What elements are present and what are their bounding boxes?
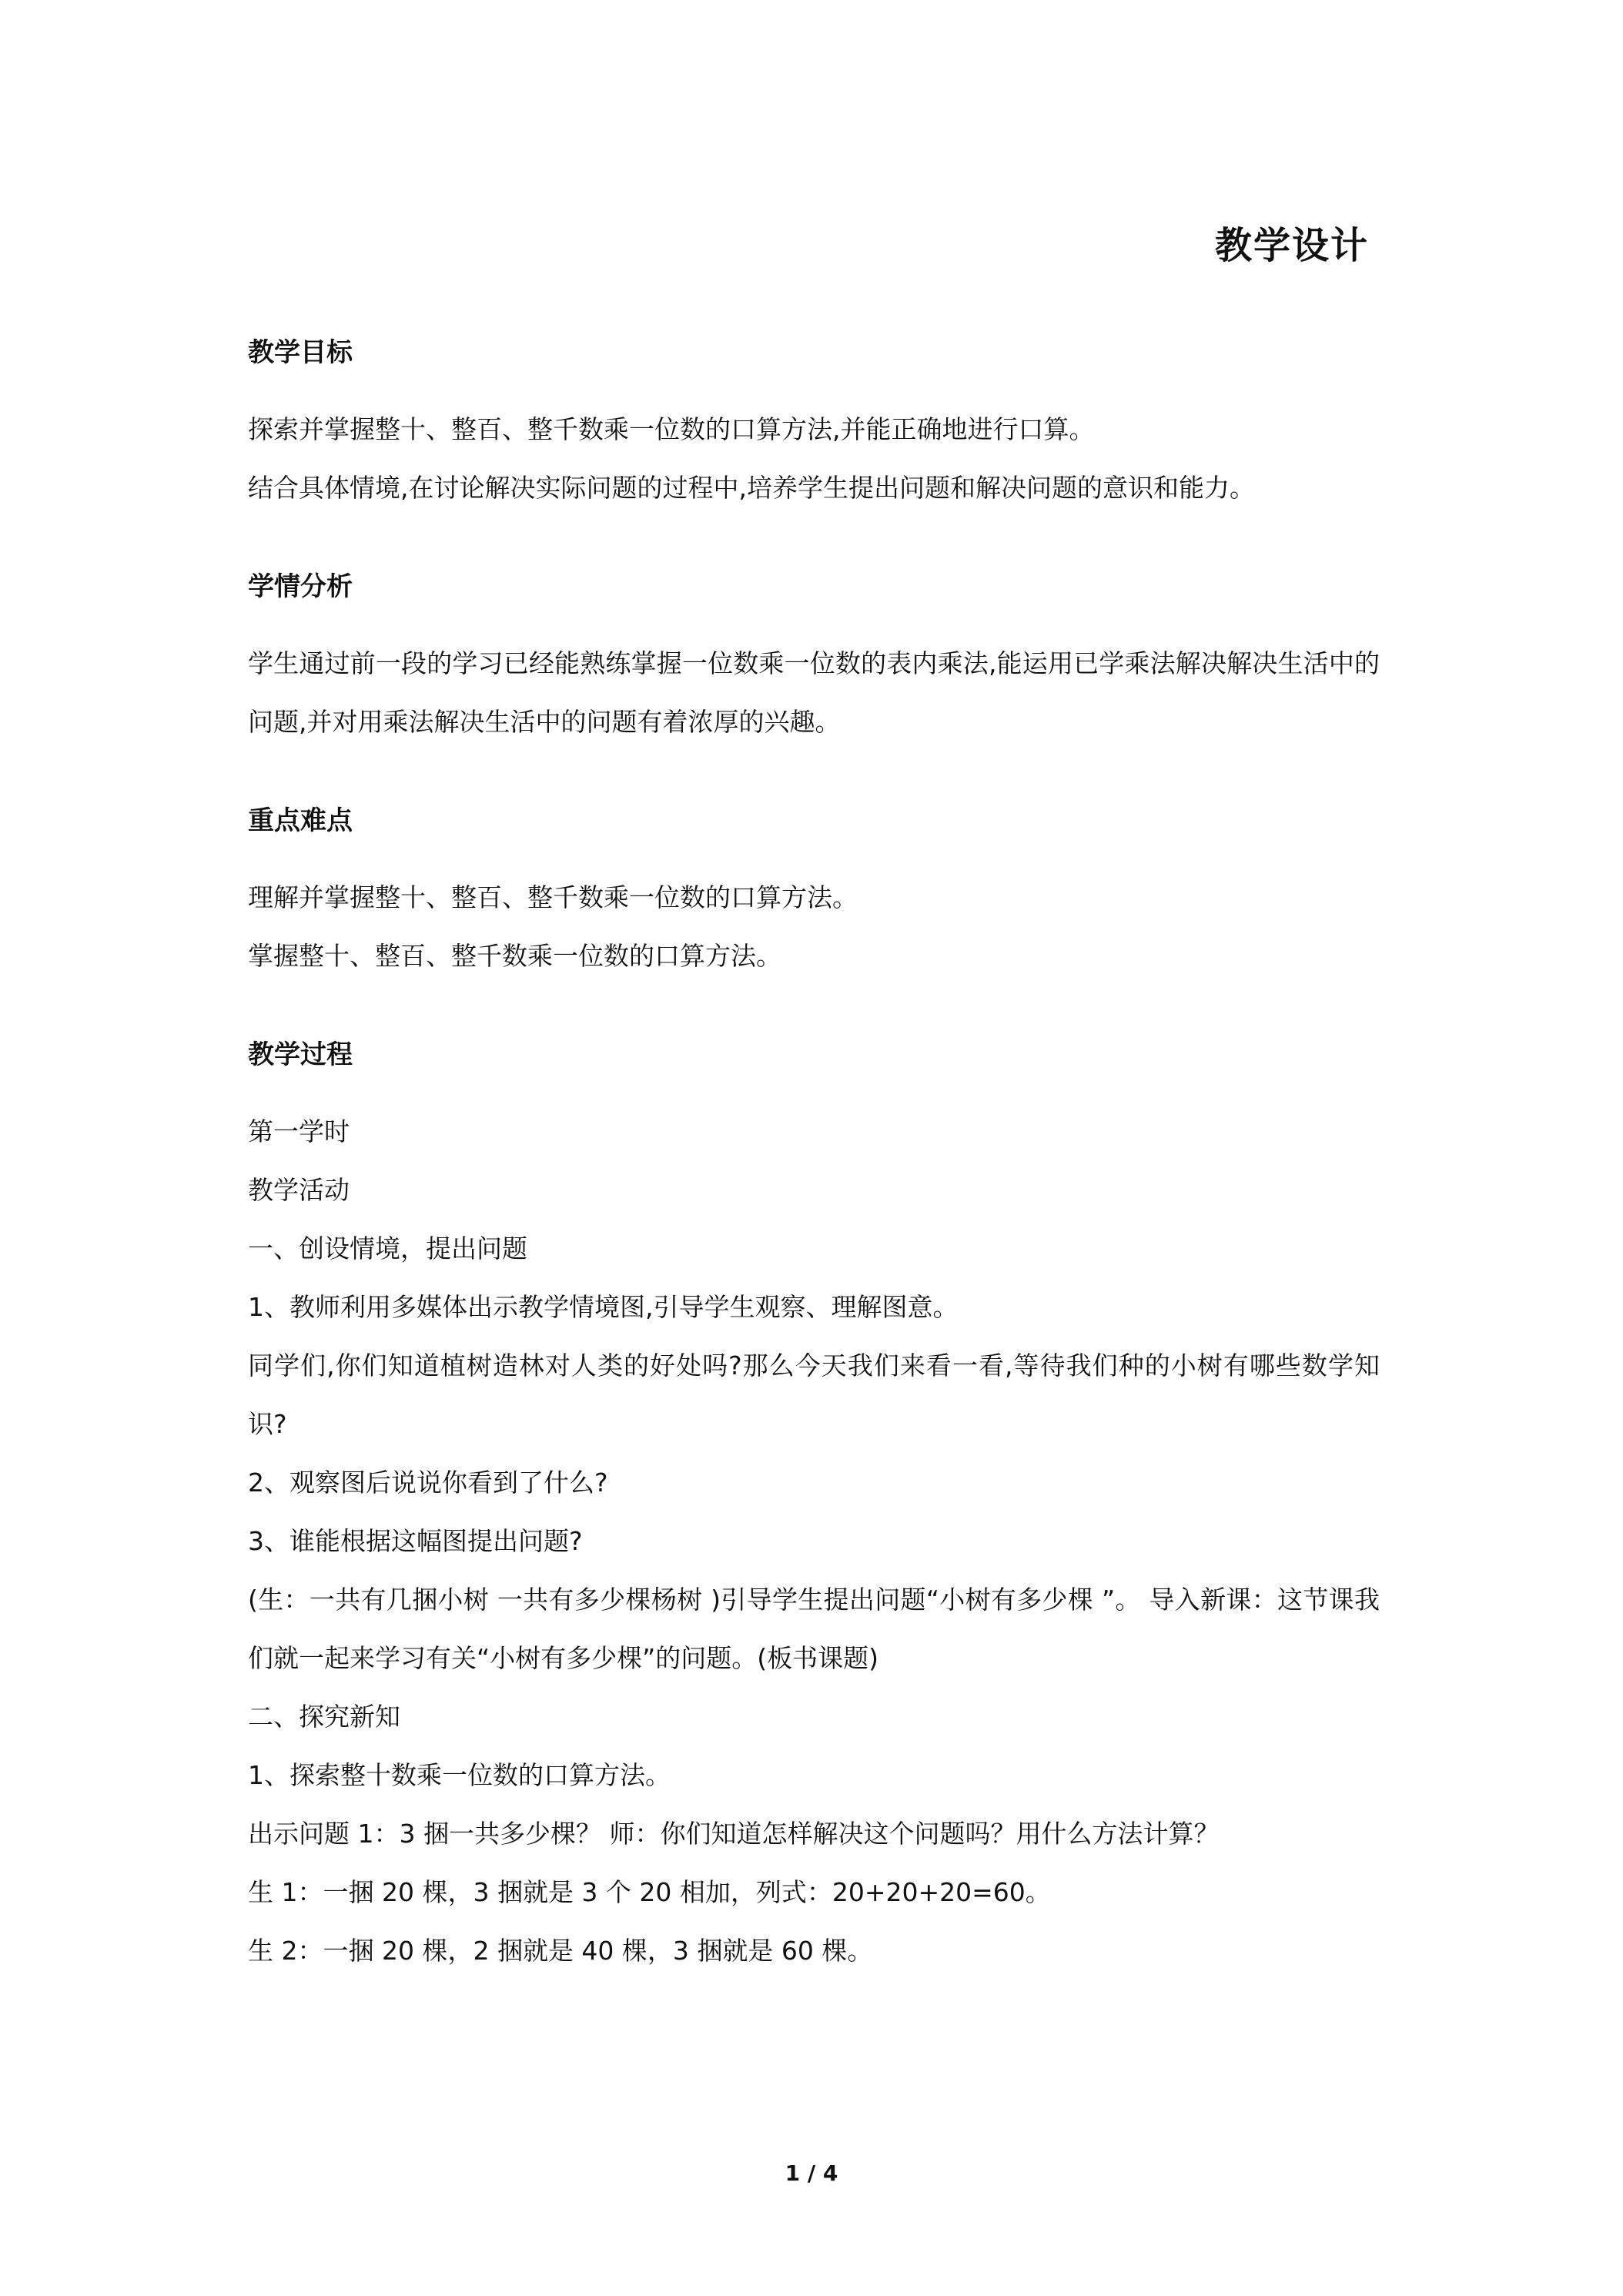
- paragraph: 学生通过前一段的学习已经能熟练掌握一位数乘一位数的表内乘法,能运用已学乘法解决解决生活中的问题,并对用乘法解决生活中的问题有着浓厚的兴趣。: [248, 648, 1380, 737]
- paragraph: (生：一共有几捆小树 一共有多少棵杨树 )引导学生提出问题“小树有多少棵 ”。 导入新课：这节课我们就一起来学习有关“小树有多少棵”的问题。(板书课题): [248, 1585, 1380, 1673]
- paragraph: 教学活动: [248, 1175, 350, 1205]
- paragraph: 二、探究新知: [248, 1702, 400, 1732]
- section-heading: 教学过程: [248, 1039, 353, 1070]
- section-key-points: [248, 804, 1380, 986]
- paragraph: 生 2：一捆 20 棵，2 捆就是 40 棵，3 捆就是 60 棵。: [248, 1936, 873, 1966]
- paragraph: 生 1：一捆 20 棵，3 捆就是 3 个 20 相加，列式：20+20+20=60。: [248, 1877, 1051, 1907]
- section-teaching-process: [248, 1038, 1380, 1980]
- paragraph: 1、教师利用多媒体出示教学情境图,引导学生观察、理解图意。: [248, 1292, 959, 1322]
- paragraph: 第一学时: [248, 1116, 350, 1146]
- paragraph: 1、探索整十数乘一位数的口算方法。: [248, 1760, 671, 1790]
- section-teaching-goals: [248, 336, 1380, 517]
- paragraph: 探索并掌握整十、整百、整千数乘一位数的口算方法,并能正确地进行口算。: [248, 414, 1095, 444]
- paragraph: 理解并掌握整十、整百、整千数乘一位数的口算方法。: [248, 882, 858, 912]
- section-student-analysis: [248, 570, 1380, 751]
- paragraph: 3、谁能根据这幅图提出问题?: [248, 1526, 583, 1556]
- paragraph: 掌握整十、整百、整千数乘一位数的口算方法。: [248, 941, 781, 971]
- paragraph: 同学们,你们知道植树造林对人类的好处吗?那么今天我们来看一看,等待我们种的小树有哪些数学知识?: [248, 1350, 1380, 1439]
- section-heading: 学情分析: [248, 571, 353, 602]
- paragraph: 一、创设情境，提出问题: [248, 1233, 527, 1263]
- paragraph: 结合具体情境,在讨论解决实际问题的过程中,培养学生提出问题和解决问题的意识和能力。: [248, 473, 1255, 503]
- paragraph: 出示问题 1：3 捆一共多少棵？ 师：你们知道怎样解决这个问题吗？用什么方法计算？: [248, 1819, 1220, 1849]
- section-heading: 重点难点: [248, 805, 353, 836]
- document-body: [248, 336, 1380, 1980]
- document-title: 教学设计: [1214, 224, 1369, 267]
- paragraph: 2、观察图后说说你看到了什么?: [248, 1468, 608, 1498]
- section-heading: 教学目标: [248, 337, 353, 368]
- page-number: 1 / 4: [785, 2160, 838, 2186]
